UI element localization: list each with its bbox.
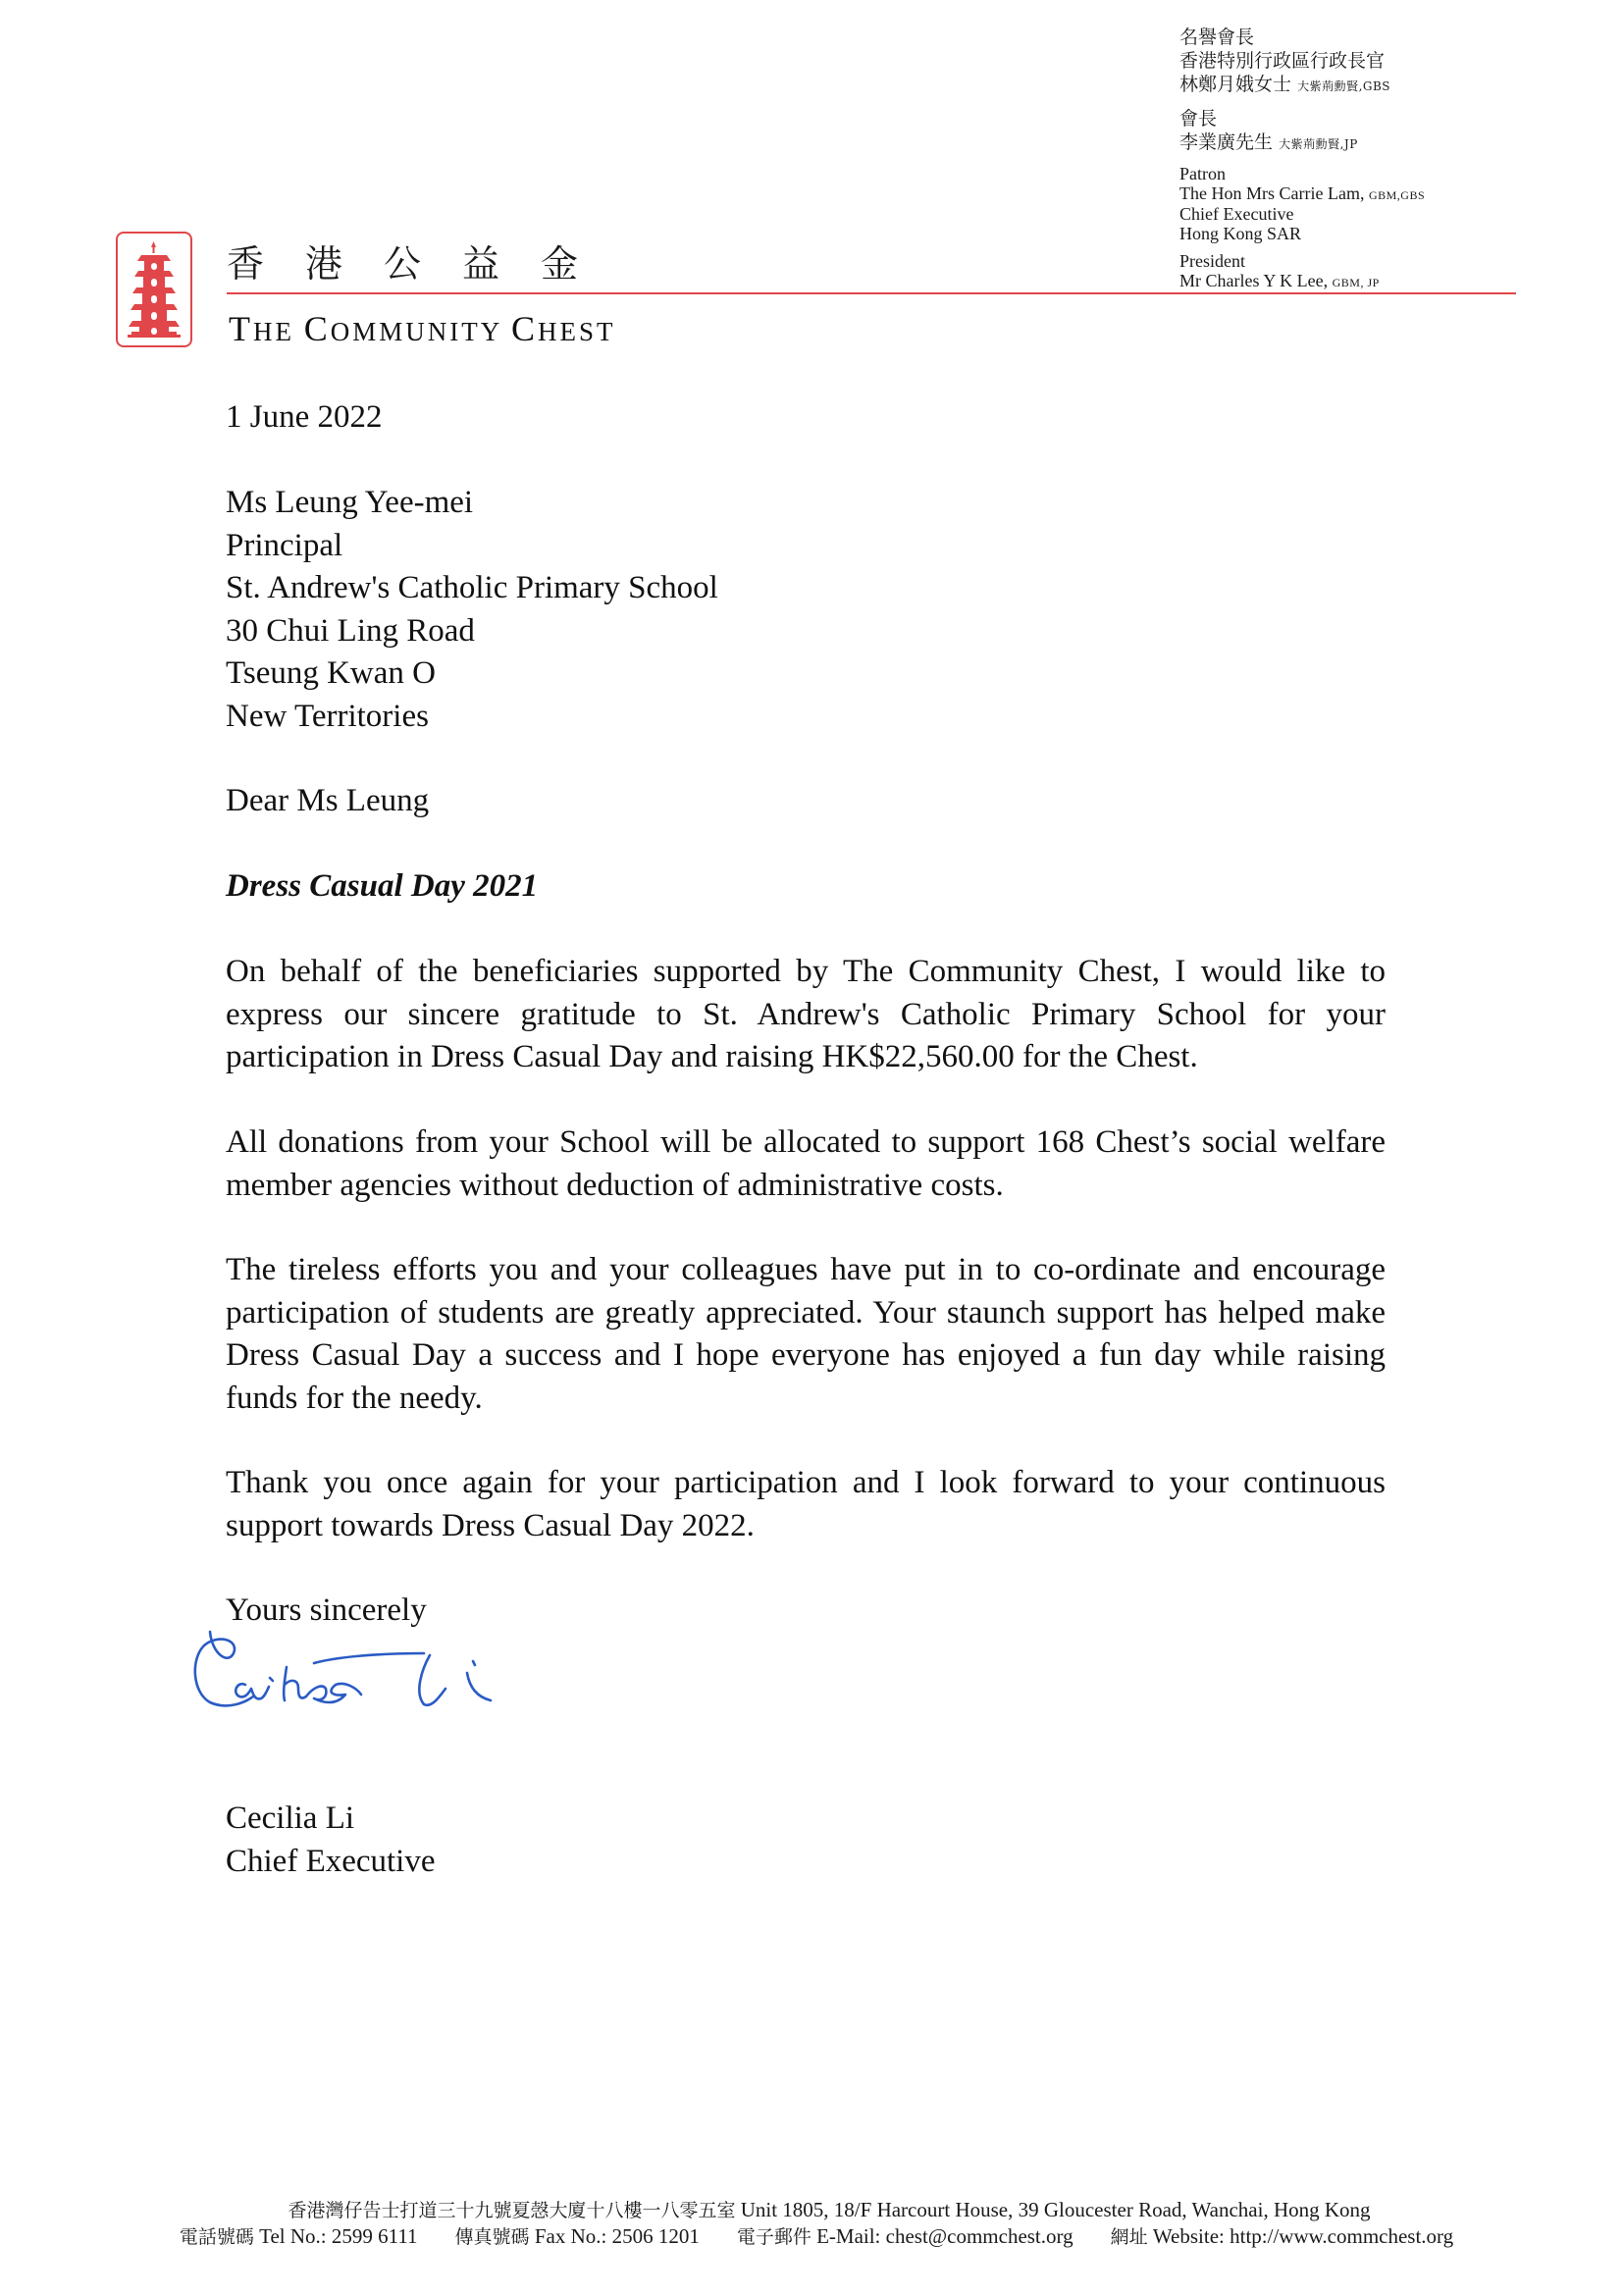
org-name-letter: T xyxy=(229,309,253,348)
patron-en xyxy=(1179,165,1425,243)
recipient-title: Principal xyxy=(226,527,343,563)
recipient-school: St. Andrew's Catholic Primary School xyxy=(226,570,718,605)
patron-role: Chief Executive xyxy=(1179,204,1294,224)
honorary-president-name-line-zh xyxy=(1179,73,1425,98)
org-name-letter: C xyxy=(511,309,539,348)
org-name-word: OMMUNITY xyxy=(330,317,512,346)
signer-name: Cecilia Li xyxy=(226,1800,355,1836)
patron-region: Hong Kong SAR xyxy=(1179,223,1302,243)
signer-title: Chief Executive xyxy=(226,1843,436,1879)
body-paragraph: The tireless efforts you and your colleagues have put in to co-ordinate and encourage participation of students are greatly appreciated. Your staunch support has helped make Dress Casual Day a success and I hope everyone has enjoyed a fun day while raising funds for the needy. xyxy=(226,1252,1386,1416)
closing: Yours sincerely xyxy=(226,1592,427,1628)
president-en xyxy=(1179,252,1425,292)
president-zh xyxy=(1179,107,1425,156)
recipient-address xyxy=(226,482,718,738)
president-name-line xyxy=(1179,272,1425,293)
footer-website[interactable]: Website: http://www.commchest.org xyxy=(1152,2224,1454,2248)
president-name: Mr Charles Y K Lee, xyxy=(1179,270,1333,290)
signer-block xyxy=(226,1798,436,1883)
president-name-line-zh xyxy=(1179,130,1425,156)
footer-address xyxy=(0,2197,1623,2223)
email-label-zh: 電子郵件 xyxy=(736,2226,812,2248)
pagoda-icon xyxy=(118,234,190,345)
org-name-chinese: 香港公益金 xyxy=(227,242,620,286)
patron-name-line xyxy=(1179,184,1425,206)
president-name-zh: 李業廣先生 xyxy=(1179,131,1274,153)
community-chest-logo xyxy=(116,232,192,347)
recipient-name: Ms Leung Yee-mei xyxy=(226,485,474,520)
footer-address-en: Unit 1805, 18/F Harcourt House, 39 Gloucester Road, Wanchai, Hong Kong xyxy=(740,2198,1371,2221)
footer-email[interactable]: E-Mail: chest@commchest.org xyxy=(816,2224,1073,2248)
handwritten-signature xyxy=(188,1624,522,1727)
president-honours: GBM, JP xyxy=(1332,275,1380,289)
website-label-zh: 網址 xyxy=(1110,2226,1148,2248)
honorary-president-title-zh: 名譽會長 xyxy=(1179,26,1255,48)
org-name-letter: C xyxy=(303,309,331,348)
footer-contacts xyxy=(0,2223,1623,2250)
honorary-president-honours-zh: 大紫荊勳賢,GBS xyxy=(1297,79,1391,93)
footer-fax: Fax No.: 2506 1201 xyxy=(534,2224,700,2248)
president-title-zh: 會長 xyxy=(1179,108,1218,130)
footer-address-zh: 香港灣仔告士打道三十九號夏愨大廈十八樓一八零五室 xyxy=(288,2200,736,2221)
footer-tel: Tel No.: 2599 6111 xyxy=(259,2224,418,2248)
honorary-president-role-zh: 香港特別行政區行政長官 xyxy=(1179,50,1386,72)
recipient-address-line: New Territories xyxy=(226,698,429,734)
honorary-president-name-zh: 林鄭月娥女士 xyxy=(1179,74,1292,95)
president-title: President xyxy=(1179,251,1245,271)
fax-label-zh: 傳真號碼 xyxy=(454,2226,530,2248)
org-name-word: HE xyxy=(253,317,304,346)
letter-date: 1 June 2022 xyxy=(226,399,383,435)
patron-honours: GBM,GBS xyxy=(1368,187,1426,202)
president-honours-zh: 大紫荊勳賢,JP xyxy=(1279,137,1358,151)
honorary-president-zh xyxy=(1179,26,1425,98)
salutation: Dear Ms Leung xyxy=(226,783,430,818)
body-paragraph: All donations from your School will be allocated to support 168 Chest’s social welfare member agencies without deduction of administrative costs. xyxy=(226,1124,1386,1203)
patron-name: The Hon Mrs Carrie Lam, xyxy=(1179,183,1369,203)
body-paragraph: Thank you once again for your participation and I look forward to your continuous support towards Dress Casual Day 2022. xyxy=(226,1465,1386,1543)
patron-title: Patron xyxy=(1179,164,1226,183)
recipient-address-line: 30 Chui Ling Road xyxy=(226,612,475,649)
recipient-address-line: Tseung Kwan O xyxy=(226,655,436,691)
officers-block xyxy=(1179,26,1425,301)
letterhead-footer xyxy=(0,2197,1623,2250)
org-name-word: HEST xyxy=(538,317,616,346)
tel-label-zh: 電話號碼 xyxy=(179,2226,254,2248)
signature-icon xyxy=(188,1624,522,1722)
letter-subject: Dress Casual Day 2021 xyxy=(226,868,539,904)
body-paragraph: On behalf of the beneficiaries supported by The Community Chest, I would like to express our sincere gratitude to St. Andrew's Catholic Primary School for your participation in Dress Casual Day and raising HK$22,560.00 for the Chest. xyxy=(226,954,1386,1074)
org-name-english xyxy=(229,308,616,349)
